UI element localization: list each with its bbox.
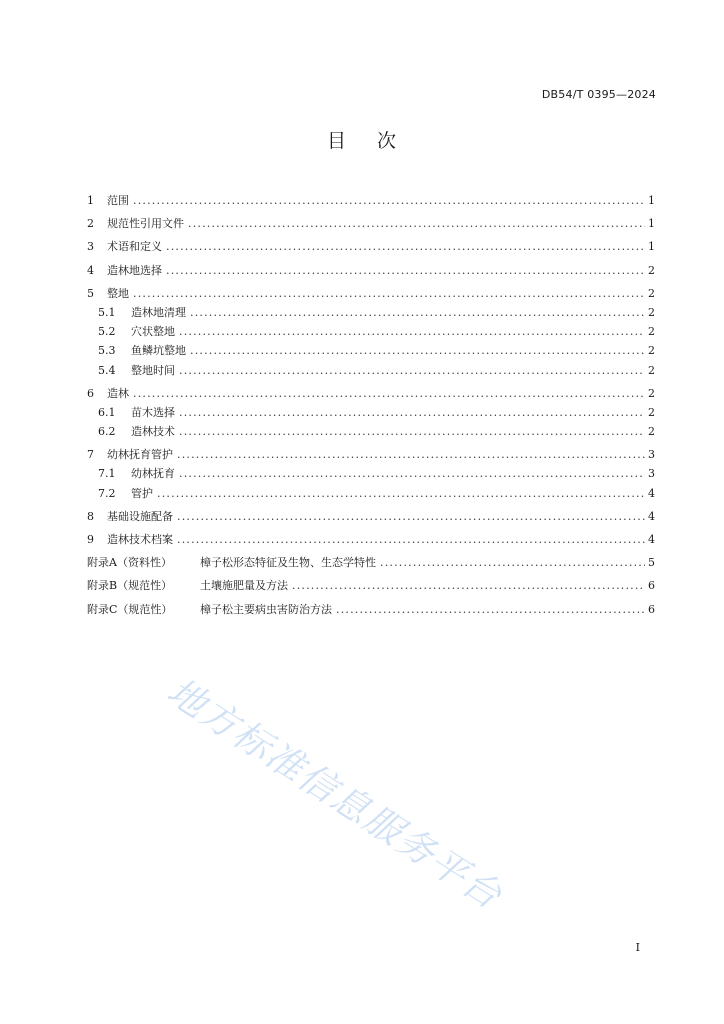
table-of-contents: [87, 191, 655, 619]
toc-number: 5.3: [98, 344, 116, 358]
toc-entry-3[interactable]: [87, 237, 655, 256]
toc-page: 2: [648, 386, 655, 400]
leader-dots: [336, 600, 645, 619]
toc-label: 造林: [107, 386, 129, 400]
leader-dots: [166, 261, 645, 280]
toc-label: 鱼鳞坑整地: [131, 344, 186, 358]
toc-entry-7-1[interactable]: [87, 464, 655, 483]
toc-entry-7-2[interactable]: [87, 484, 655, 503]
leader-dots: [157, 484, 645, 503]
title-part-2: 次: [377, 130, 398, 152]
toc-label: 幼林抚育管护: [107, 448, 173, 462]
toc-number: 2: [87, 217, 94, 231]
toc-page: 2: [648, 425, 655, 439]
toc-number: 7.1: [98, 467, 116, 481]
toc-entry-5-2[interactable]: [87, 322, 655, 341]
toc-number: 5.4: [98, 363, 116, 377]
leader-dots: [177, 530, 645, 549]
toc-label: 术语和定义: [107, 240, 162, 254]
toc-label: 苗木选择: [131, 405, 175, 419]
title-part-1: 目: [326, 130, 347, 152]
toc-number: 6.1: [98, 405, 116, 419]
toc-appendix-c[interactable]: [87, 600, 655, 619]
toc-page: 2: [648, 286, 655, 300]
toc-page: 2: [648, 344, 655, 358]
leader-dots: [179, 361, 645, 380]
leader-dots: [190, 341, 645, 360]
toc-page: 3: [648, 467, 655, 481]
toc-page: 2: [648, 363, 655, 377]
leader-dots: [188, 214, 645, 233]
toc-entry-5-3[interactable]: [87, 341, 655, 360]
toc-label: 造林地清理: [131, 305, 186, 319]
toc-entry-5[interactable]: [87, 284, 655, 303]
toc-label: 管护: [131, 486, 153, 500]
toc-number: 5.2: [98, 325, 116, 339]
toc-label: 整地时间: [131, 363, 175, 377]
standard-code: DB54/T 0395—2024: [541, 88, 656, 101]
toc-appendix-code: 附录B（规范性）: [87, 579, 173, 593]
toc-label: 基础设施配备: [107, 509, 173, 523]
toc-entry-2[interactable]: [87, 214, 655, 233]
toc-page: 2: [648, 305, 655, 319]
toc-appendix-code: 附录C（规范性）: [87, 602, 173, 616]
toc-label: 造林技术: [131, 425, 175, 439]
toc-entry-5-4[interactable]: [87, 361, 655, 380]
leader-dots: [380, 553, 645, 572]
toc-number: 7.2: [98, 486, 116, 500]
toc-number: 7: [87, 448, 94, 462]
toc-page: 1: [648, 217, 655, 231]
toc-entry-6-2[interactable]: [87, 422, 655, 441]
toc-entry-9[interactable]: [87, 530, 655, 549]
leader-dots: [179, 403, 645, 422]
toc-label: 规范性引用文件: [107, 217, 184, 231]
leader-dots: [166, 237, 645, 256]
toc-label: 造林技术档案: [107, 533, 173, 546]
leader-dots: [133, 191, 645, 210]
toc-label: 穴状整地: [131, 325, 175, 339]
toc-page: 2: [648, 405, 655, 419]
page-title: [0, 126, 724, 153]
leader-dots: [177, 445, 645, 464]
toc-number: 6: [87, 386, 94, 400]
toc-entry-4[interactable]: [87, 261, 655, 280]
toc-page: 2: [648, 325, 655, 339]
toc-label: 范围: [107, 194, 129, 207]
toc-number: 8: [87, 509, 94, 523]
toc-entry-8[interactable]: [87, 507, 655, 526]
toc-appendix-b[interactable]: [87, 576, 655, 595]
toc-page: 2: [648, 263, 655, 277]
leader-dots: [179, 422, 645, 441]
toc-page: 1: [648, 194, 655, 207]
leader-dots: [190, 303, 645, 322]
toc-number: 6.2: [98, 425, 116, 439]
toc-number: 4: [87, 263, 94, 277]
leader-dots: [133, 284, 645, 303]
toc-appendix-code: 附录A（资料性）: [87, 556, 172, 570]
toc-number: 1: [87, 194, 94, 207]
toc-page: 1: [648, 240, 655, 254]
toc-entry-7[interactable]: [87, 445, 655, 464]
leader-dots: [292, 576, 645, 595]
toc-number: 3: [87, 240, 94, 254]
leader-dots: [179, 322, 645, 341]
toc-page: 5: [648, 556, 655, 570]
toc-appendix-a[interactable]: [87, 553, 655, 572]
leader-dots: [177, 507, 645, 526]
page-number: I: [635, 941, 640, 954]
toc-number: 9: [87, 533, 94, 546]
toc-label: 幼林抚育: [131, 467, 175, 481]
toc-page: 6: [648, 602, 655, 616]
toc-label: 整地: [107, 286, 129, 300]
toc-number: 5: [87, 286, 94, 300]
toc-entry-1[interactable]: [87, 191, 655, 210]
toc-label: 樟子松形态特征及生物、生态学特性: [200, 556, 376, 570]
toc-label: 樟子松主要病虫害防治方法: [200, 602, 332, 616]
toc-entry-6-1[interactable]: [87, 403, 655, 422]
toc-page: 4: [648, 486, 655, 500]
watermark: 地方标准信息服务平台: [159, 669, 511, 919]
toc-entry-5-1[interactable]: [87, 303, 655, 322]
toc-page: 3: [648, 448, 655, 462]
toc-label: 土壤施肥量及方法: [200, 579, 288, 593]
toc-page: 4: [648, 509, 655, 523]
leader-dots: [179, 464, 645, 483]
toc-entry-6[interactable]: [87, 384, 655, 403]
toc-label: 造林地选择: [107, 263, 162, 277]
leader-dots: [133, 384, 645, 403]
toc-page: 4: [648, 533, 655, 546]
toc-number: 5.1: [98, 305, 116, 319]
toc-page: 6: [648, 579, 655, 593]
